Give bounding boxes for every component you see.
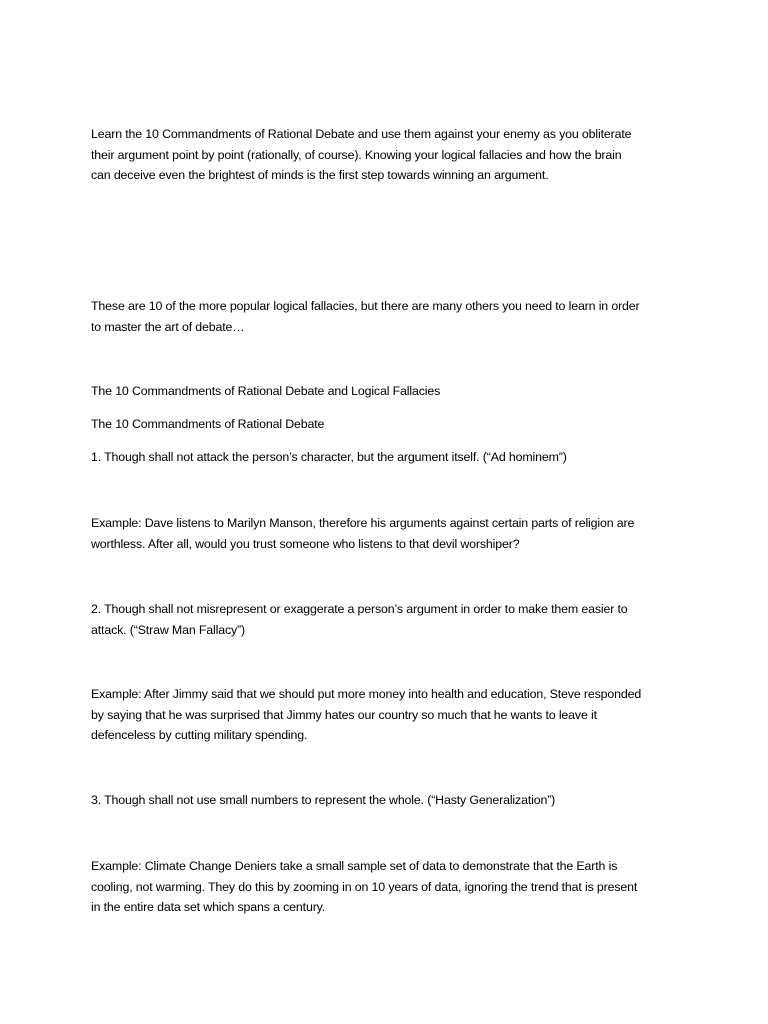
example-3 bbox=[91, 856, 691, 918]
text-line: by saying that he was surprised that Jimmy hates our country so much that he wants to leave it bbox=[91, 707, 597, 722]
example-2 bbox=[91, 684, 691, 746]
text-line: cooling, not warming. They do this by zooming in on 10 years of data, ignoring the trend that is present bbox=[91, 879, 638, 894]
text-line: The 10 Commandments of Rational Debate and Logical Fallacies bbox=[91, 384, 441, 398]
text-line: 2. Though shall not misrepresent or exaggerate a person’s argument in order to make them easier to bbox=[91, 602, 628, 616]
commandment-3 bbox=[91, 790, 691, 811]
text-line: The 10 Commandments of Rational Debate bbox=[91, 417, 325, 431]
text-line: 3. Though shall not use small numbers to represent the whole. (“Hasty Generalization”) bbox=[91, 793, 556, 807]
text-line: in the entire data set which spans a century. bbox=[91, 900, 326, 914]
text-line: These are 10 of the more popular logical fallacies, but there are many others you need to learn in order bbox=[91, 299, 640, 313]
text-line: 1. Though shall not attack the person’s character, but the argument itself. (“Ad hominem”) bbox=[91, 450, 567, 464]
text-line: to master the art of debate… bbox=[91, 319, 245, 334]
intro-paragraph bbox=[91, 124, 691, 186]
text-line: Example: After Jimmy said that we should put more money into health and education, Steve responded bbox=[91, 687, 642, 701]
text-line: defenceless by cutting military spending. bbox=[91, 728, 308, 742]
text-line: attack. (“Straw Man Fallacy”) bbox=[91, 622, 246, 637]
text-line: Learn the 10 Commandments of Rational Debate and use them against your enemy as you obliterate bbox=[91, 127, 632, 141]
popular-fallacies-paragraph bbox=[91, 296, 691, 337]
text-line: worthless. After all, would you trust someone who listens to that devil worshiper? bbox=[91, 536, 520, 551]
example-1 bbox=[91, 513, 691, 554]
commandment-1 bbox=[91, 447, 691, 468]
text-line: their argument point by point (rationally, of course). Knowing your logical fallacies and how the brain bbox=[91, 147, 622, 162]
commandment-2 bbox=[91, 599, 691, 640]
text-line: Example: Climate Change Deniers take a small sample set of data to demonstrate that the Earth is bbox=[91, 859, 618, 873]
text-line: can deceive even the brightest of minds is the first step towards winning an argument. bbox=[91, 168, 549, 182]
main-heading bbox=[91, 381, 691, 402]
sub-heading bbox=[91, 414, 691, 435]
text-line: Example: Dave listens to Marilyn Manson, therefore his arguments against certain parts of religion are bbox=[91, 516, 635, 530]
